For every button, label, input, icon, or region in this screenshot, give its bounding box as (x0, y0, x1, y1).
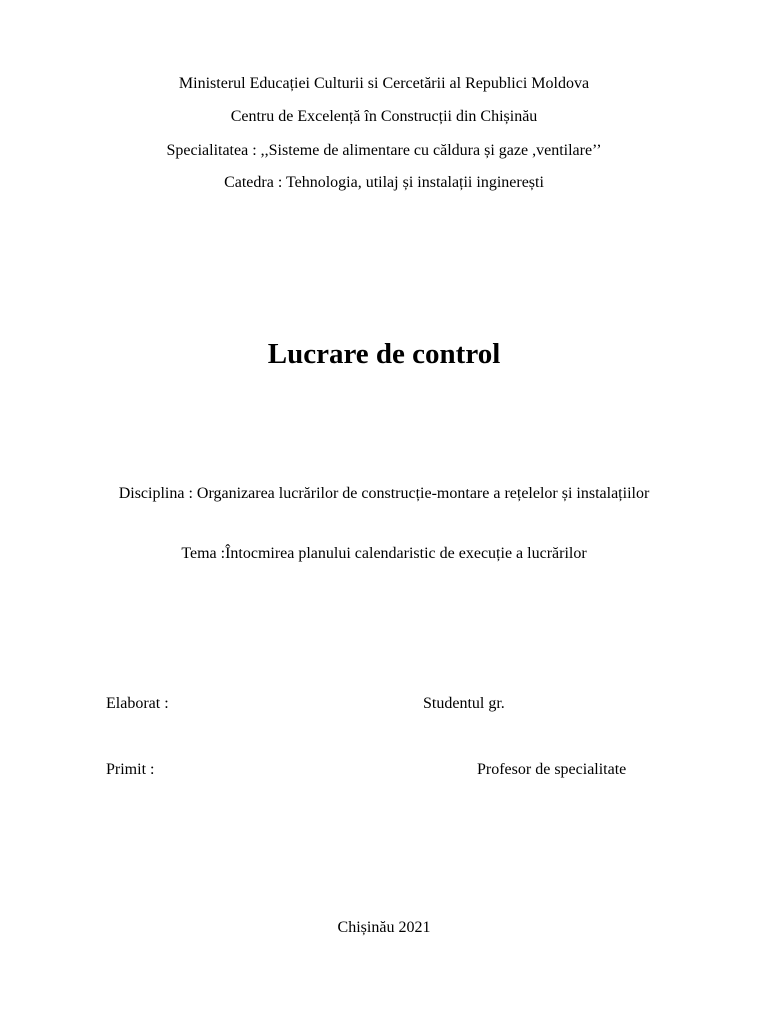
document-title: Lucrare de control (267, 338, 501, 370)
theme-line: Tema :Întocmirea planului calendaristic de execuție a lucrărilor (181, 545, 587, 562)
specialty-line: Specialitatea : ,,Sisteme de alimentare cu căldura și gaze ,ventilare’’ (166, 142, 602, 159)
elaborat-label: Elaborat : (106, 695, 169, 712)
student-label: Studentul gr. (423, 695, 505, 712)
discipline-line: Disciplina : Organizarea lucrărilor de construcție-montare a rețelelor și instalațiilor (118, 485, 650, 502)
professor-label: Profesor de specialitate (477, 761, 627, 778)
ministry-line: Ministerul Educației Culturii si Cercetării al Republici Moldova (178, 75, 590, 92)
department-line: Catedra : Tehnologia, utilaj și instalații inginerești (224, 174, 544, 191)
primit-label: Primit : (106, 761, 155, 778)
center-line: Centru de Excelență în Construcții din Chișinău (230, 108, 538, 125)
place-year-line: Chișinău 2021 (337, 919, 431, 936)
